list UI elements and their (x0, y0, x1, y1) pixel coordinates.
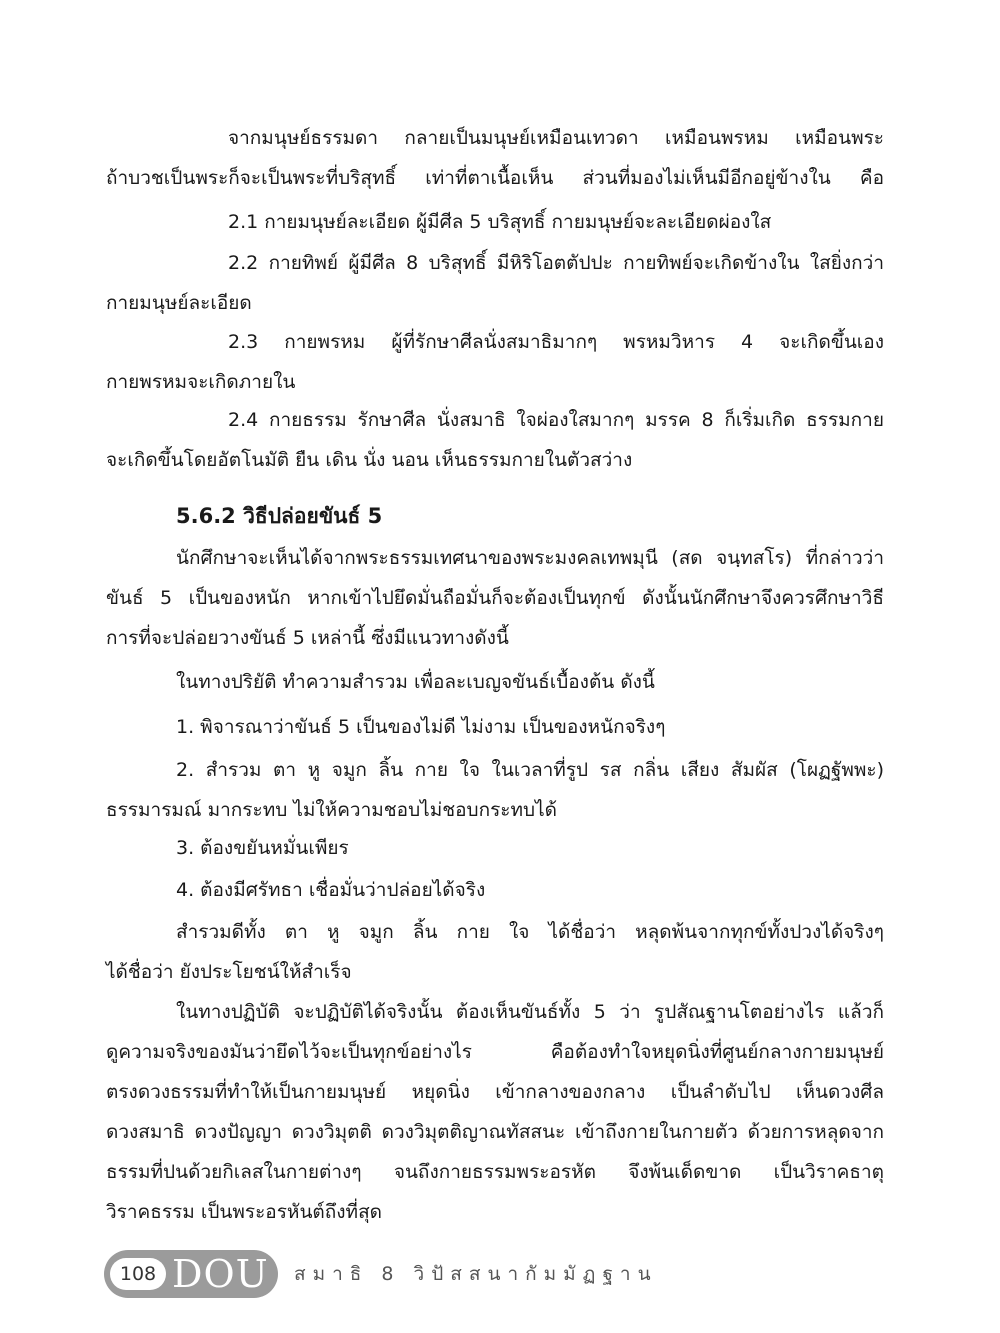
paragraph (106, 118, 884, 198)
paragraph (106, 662, 884, 702)
paragraph-line: กายมนุษย์ละเอียด (106, 292, 252, 314)
list-item (106, 400, 884, 480)
paragraph-line: ธรรมที่ปนด้วยกิเลสในกายต่างๆ จนถึงกายธรรมพระอรหัต จึงพ้นเด็ดขาด เป็นวิราคธาตุ (106, 1161, 884, 1183)
footer-badge (104, 1250, 278, 1298)
paragraph-line: ถ้าบวชเป็นพระก็จะเป็นพระที่บริสุทธิ์ เท่าที่ตาเนื้อเห็น ส่วนที่มองไม่เห็นมีอีกอยู่ข้างใน คือ (106, 167, 884, 189)
paragraph-line: 2. สำรวม ตา หู จมูก ลิ้น กาย ใจ ในเวลาที่รูป รส กลิ่น เสียง สัมผัส (โผฏฐัพพะ) (176, 759, 884, 781)
paragraph-line: ขันธ์ 5 เป็นของหนัก หากเข้าไปยึดมั่นถือมั่นก็จะต้องเป็นทุกข์ ดังนั้นนักศึกษาจึงควรศึกษาวิธี (106, 587, 884, 609)
paragraph (106, 992, 884, 1232)
paragraph (106, 912, 884, 992)
paragraph-line: กายพรหมจะเกิดภายใน (106, 371, 296, 393)
list-item (106, 870, 884, 910)
page-number: 108 (110, 1258, 166, 1290)
paragraph (106, 538, 884, 658)
paragraph-line: ดวงสมาธิ ดวงปัญญา ดวงวิมุตติ ดวงวิมุตติญาณทัสสนะ เข้าถึงกายในกายตัว ด้วยการหลุดจาก (106, 1121, 884, 1143)
paragraph-line: 2.4 กายธรรม รักษาศีล นั่งสมาธิ ใจผ่องใสมากๆ มรรค 8 ก็เริ่มเกิด ธรรมกาย (228, 409, 884, 431)
paragraph-line: จากมนุษย์ธรรมดา กลายเป็นมนุษย์เหมือนเทวดา เหมือนพรหม เหมือนพระ (228, 127, 884, 149)
paragraph-line: ดูความจริงของมันว่ายึดไว้จะเป็นทุกข์อย่างไร คือต้องทำใจหยุดนิ่งที่ศูนย์กลางกายมนุษย์ (106, 1041, 884, 1063)
list-item (106, 707, 884, 747)
paragraph-line: ตรงดวงธรรมที่ทำให้เป็นกายมนุษย์ หยุดนิ่ง เข้ากลางของกลาง เป็นลำดับไป เห็นดวงศีล (106, 1081, 884, 1103)
paragraph-line: 2.2 กายทิพย์ ผู้มีศีล 8 บริสุทธิ์ มีหิริโอตตัปปะ กายทิพย์จะเกิดข้างใน ใสยิ่งกว่า (228, 252, 884, 274)
paragraph-line: สำรวมดีทั้ง ตา หู จมูก ลิ้น กาย ใจ ได้ชื่อว่า หลุดพ้นจากทุกข์ทั้งปวงได้จริงๆ (176, 921, 884, 943)
book-title: สมาธิ 8 วิปัสสนากัมมัฏฐาน (294, 1263, 658, 1285)
paragraph-line: ได้ชื่อว่า ยังประโยชน์ให้สำเร็จ (106, 961, 352, 983)
paragraph-line: ในทางปฏิบัติ จะปฏิบัติได้จริงนั้น ต้องเห็นขันธ์ทั้ง 5 ว่า รูปสัณฐานโตอย่างไร แล้วก็ (176, 1001, 884, 1023)
list-item (106, 202, 884, 242)
section-heading: 5.6.2 วิธีปล่อยขันธ์ 5 (176, 504, 383, 528)
paragraph-line: ในทางปริยัติ ทำความสำรวม เพื่อละเบญจขันธ์เบื้องต้น ดังนี้ (176, 671, 655, 693)
list-item (106, 243, 884, 323)
paragraph-line: 2.1 กายมนุษย์ละเอียด ผู้มีศีล 5 บริสุทธิ์ กายมนุษย์จะละเอียดผ่องใส (228, 211, 772, 233)
list-item (106, 322, 884, 402)
dou-logo: DOU (172, 1252, 269, 1296)
paragraph-line: 2.3 กายพรหม ผู้ที่รักษาศีลนั่งสมาธิมากๆ พรหมวิหาร 4 จะเกิดขึ้นเอง (228, 331, 884, 353)
paragraph-line: วิราคธรรม เป็นพระอรหันต์ถึงที่สุด (106, 1201, 383, 1223)
paragraph-line: การที่จะปล่อยวางขันธ์ 5 เหล่านี้ ซึ่งมีแนวทางดังนี้ (106, 627, 509, 649)
list-item (106, 750, 884, 830)
list-item (106, 828, 884, 868)
paragraph-line: ธรรมารมณ์ มากระทบ ไม่ให้ความชอบไม่ชอบกระทบได้ (106, 799, 557, 821)
paragraph-line: 1. พิจารณาว่าขันธ์ 5 เป็นของไม่ดี ไม่งาม เป็นของหนักจริงๆ (176, 716, 666, 738)
paragraph-line: 4. ต้องมีศรัทธา เชื่อมั่นว่าปล่อยได้จริง (176, 879, 486, 901)
paragraph-line: นักศึกษาจะเห็นได้จากพระธรรมเทศนาของพระมงคลเทพมุนี (สด จนฺทสโร) ที่กล่าวว่า (176, 547, 884, 569)
paragraph-line: จะเกิดขึ้นโดยอัตโนมัติ ยืน เดิน นั่ง นอน เห็นธรรมกายในตัวสว่าง (106, 449, 633, 471)
paragraph-line: 3. ต้องขยันหมั่นเพียร (176, 837, 349, 859)
